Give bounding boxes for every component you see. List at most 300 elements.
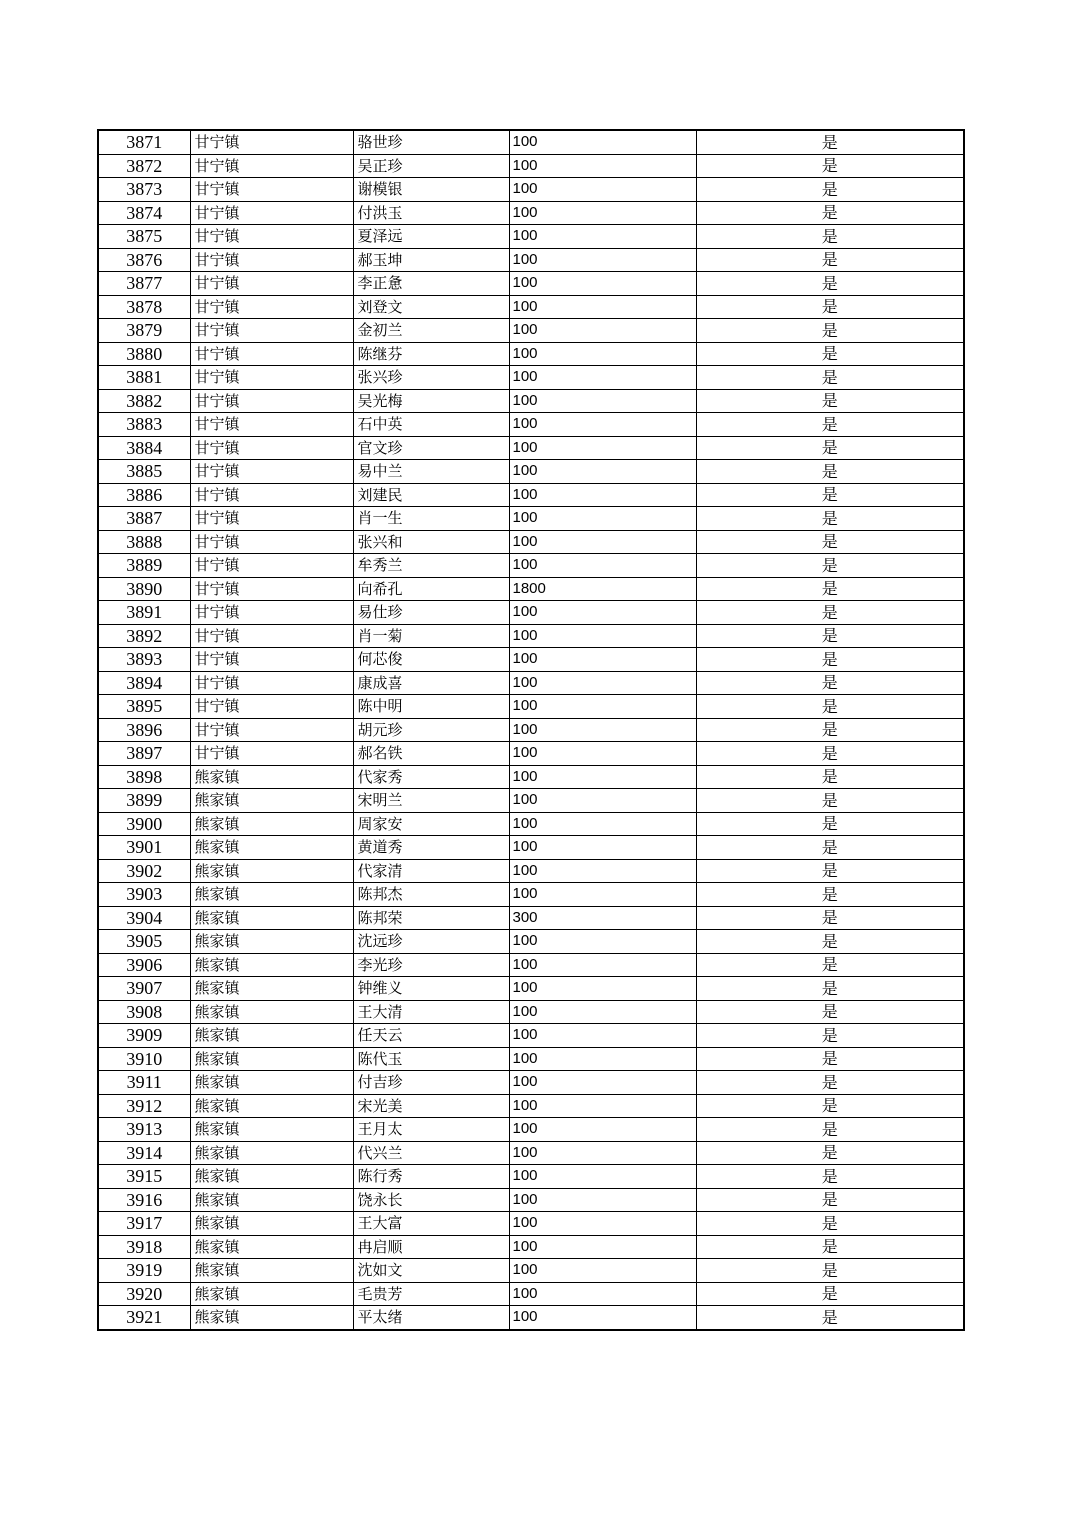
amount-cell: 100 [509, 836, 696, 860]
town-cell: 熊家镇 [190, 1000, 353, 1024]
row-number-cell: 3880 [98, 342, 190, 366]
flag-cell: 是 [696, 436, 964, 460]
amount-cell: 100 [509, 1165, 696, 1189]
flag-cell: 是 [696, 554, 964, 578]
name-cell: 金初兰 [353, 319, 509, 343]
town-cell: 甘宁镇 [190, 366, 353, 390]
table-row [98, 366, 964, 390]
amount-cell: 100 [509, 436, 696, 460]
amount-cell: 100 [509, 671, 696, 695]
town-cell: 甘宁镇 [190, 295, 353, 319]
flag-cell: 是 [696, 225, 964, 249]
flag-cell: 是 [696, 930, 964, 954]
amount-cell: 100 [509, 977, 696, 1001]
flag-cell: 是 [696, 812, 964, 836]
amount-cell: 100 [509, 154, 696, 178]
data-table [97, 129, 965, 1331]
flag-cell: 是 [696, 789, 964, 813]
amount-cell: 100 [509, 201, 696, 225]
amount-cell: 100 [509, 859, 696, 883]
table-row [98, 695, 964, 719]
table-row [98, 953, 964, 977]
table-row [98, 460, 964, 484]
table-row [98, 1165, 964, 1189]
flag-cell: 是 [696, 718, 964, 742]
table-row [98, 272, 964, 296]
amount-cell: 100 [509, 1259, 696, 1283]
table-row [98, 319, 964, 343]
table-row [98, 130, 964, 154]
amount-cell: 100 [509, 342, 696, 366]
amount-cell: 100 [509, 1212, 696, 1236]
name-cell: 毛贵芳 [353, 1282, 509, 1306]
town-cell: 甘宁镇 [190, 483, 353, 507]
flag-cell: 是 [696, 483, 964, 507]
town-cell: 甘宁镇 [190, 460, 353, 484]
town-cell: 熊家镇 [190, 906, 353, 930]
name-cell: 饶永长 [353, 1188, 509, 1212]
amount-cell: 100 [509, 319, 696, 343]
amount-cell: 100 [509, 930, 696, 954]
table-row [98, 225, 964, 249]
flag-cell: 是 [696, 389, 964, 413]
name-cell: 刘建民 [353, 483, 509, 507]
table-row [98, 436, 964, 460]
flag-cell: 是 [696, 342, 964, 366]
town-cell: 甘宁镇 [190, 272, 353, 296]
flag-cell: 是 [696, 201, 964, 225]
flag-cell: 是 [696, 178, 964, 202]
town-cell: 甘宁镇 [190, 248, 353, 272]
name-cell: 王月太 [353, 1118, 509, 1142]
amount-cell: 100 [509, 225, 696, 249]
amount-cell: 100 [509, 812, 696, 836]
flag-cell: 是 [696, 272, 964, 296]
town-cell: 熊家镇 [190, 1094, 353, 1118]
name-cell: 冉启顺 [353, 1235, 509, 1259]
flag-cell: 是 [696, 248, 964, 272]
name-cell: 谢模银 [353, 178, 509, 202]
amount-cell: 100 [509, 1094, 696, 1118]
flag-cell: 是 [696, 460, 964, 484]
name-cell: 宋光美 [353, 1094, 509, 1118]
table-row [98, 930, 964, 954]
row-number-cell: 3920 [98, 1282, 190, 1306]
row-number-cell: 3875 [98, 225, 190, 249]
row-number-cell: 3883 [98, 413, 190, 437]
town-cell: 甘宁镇 [190, 413, 353, 437]
amount-cell: 100 [509, 413, 696, 437]
name-cell: 张兴珍 [353, 366, 509, 390]
table-row [98, 624, 964, 648]
row-number-cell: 3909 [98, 1024, 190, 1048]
name-cell: 陈中明 [353, 695, 509, 719]
row-number-cell: 3886 [98, 483, 190, 507]
town-cell: 熊家镇 [190, 1235, 353, 1259]
name-cell: 向希孔 [353, 577, 509, 601]
amount-cell: 100 [509, 366, 696, 390]
table-row [98, 906, 964, 930]
row-number-cell: 3898 [98, 765, 190, 789]
amount-cell: 100 [509, 483, 696, 507]
name-cell: 平太绪 [353, 1306, 509, 1330]
row-number-cell: 3891 [98, 601, 190, 625]
table-row [98, 1212, 964, 1236]
amount-cell: 100 [509, 1282, 696, 1306]
name-cell: 陈代玉 [353, 1047, 509, 1071]
town-cell: 甘宁镇 [190, 671, 353, 695]
amount-cell: 100 [509, 507, 696, 531]
name-cell: 黄道秀 [353, 836, 509, 860]
name-cell: 石中英 [353, 413, 509, 437]
flag-cell: 是 [696, 977, 964, 1001]
flag-cell: 是 [696, 295, 964, 319]
row-number-cell: 3900 [98, 812, 190, 836]
table-row [98, 554, 964, 578]
flag-cell: 是 [696, 648, 964, 672]
town-cell: 甘宁镇 [190, 319, 353, 343]
name-cell: 易中兰 [353, 460, 509, 484]
flag-cell: 是 [696, 765, 964, 789]
table-row [98, 977, 964, 1001]
town-cell: 熊家镇 [190, 1047, 353, 1071]
town-cell: 熊家镇 [190, 953, 353, 977]
amount-cell: 100 [509, 789, 696, 813]
row-number-cell: 3917 [98, 1212, 190, 1236]
table-row [98, 248, 964, 272]
town-cell: 甘宁镇 [190, 389, 353, 413]
town-cell: 甘宁镇 [190, 342, 353, 366]
amount-cell: 100 [509, 695, 696, 719]
name-cell: 康成喜 [353, 671, 509, 695]
flag-cell: 是 [696, 1165, 964, 1189]
row-number-cell: 3904 [98, 906, 190, 930]
row-number-cell: 3881 [98, 366, 190, 390]
amount-cell: 100 [509, 130, 696, 154]
row-number-cell: 3890 [98, 577, 190, 601]
table-body [98, 130, 964, 1330]
row-number-cell: 3919 [98, 1259, 190, 1283]
table-row [98, 530, 964, 554]
table-row [98, 295, 964, 319]
town-cell: 甘宁镇 [190, 554, 353, 578]
row-number-cell: 3877 [98, 272, 190, 296]
flag-cell: 是 [696, 601, 964, 625]
town-cell: 熊家镇 [190, 812, 353, 836]
table-row [98, 154, 964, 178]
flag-cell: 是 [696, 1212, 964, 1236]
town-cell: 甘宁镇 [190, 530, 353, 554]
amount-cell: 100 [509, 248, 696, 272]
row-number-cell: 3873 [98, 178, 190, 202]
flag-cell: 是 [696, 859, 964, 883]
row-number-cell: 3905 [98, 930, 190, 954]
table-row [98, 883, 964, 907]
amount-cell: 100 [509, 1000, 696, 1024]
town-cell: 甘宁镇 [190, 742, 353, 766]
town-cell: 熊家镇 [190, 930, 353, 954]
flag-cell: 是 [696, 953, 964, 977]
name-cell: 牟秀兰 [353, 554, 509, 578]
row-number-cell: 3889 [98, 554, 190, 578]
amount-cell: 100 [509, 460, 696, 484]
flag-cell: 是 [696, 1071, 964, 1095]
amount-cell: 100 [509, 648, 696, 672]
row-number-cell: 3882 [98, 389, 190, 413]
table-row [98, 507, 964, 531]
table-row [98, 789, 964, 813]
flag-cell: 是 [696, 671, 964, 695]
flag-cell: 是 [696, 1141, 964, 1165]
name-cell: 任天云 [353, 1024, 509, 1048]
name-cell: 钟维义 [353, 977, 509, 1001]
row-number-cell: 3895 [98, 695, 190, 719]
name-cell: 宋明兰 [353, 789, 509, 813]
name-cell: 易仕珍 [353, 601, 509, 625]
town-cell: 甘宁镇 [190, 601, 353, 625]
table-row [98, 859, 964, 883]
flag-cell: 是 [696, 1259, 964, 1283]
table-row [98, 1024, 964, 1048]
town-cell: 熊家镇 [190, 836, 353, 860]
row-number-cell: 3907 [98, 977, 190, 1001]
table-row [98, 1094, 964, 1118]
name-cell: 代家清 [353, 859, 509, 883]
name-cell: 骆世珍 [353, 130, 509, 154]
row-number-cell: 3884 [98, 436, 190, 460]
town-cell: 甘宁镇 [190, 178, 353, 202]
amount-cell: 100 [509, 601, 696, 625]
row-number-cell: 3915 [98, 1165, 190, 1189]
row-number-cell: 3918 [98, 1235, 190, 1259]
name-cell: 吴正珍 [353, 154, 509, 178]
table-row [98, 483, 964, 507]
town-cell: 甘宁镇 [190, 225, 353, 249]
name-cell: 肖一菊 [353, 624, 509, 648]
amount-cell: 100 [509, 953, 696, 977]
name-cell: 代兴兰 [353, 1141, 509, 1165]
flag-cell: 是 [696, 1094, 964, 1118]
name-cell: 代家秀 [353, 765, 509, 789]
name-cell: 陈邦荣 [353, 906, 509, 930]
name-cell: 王大富 [353, 1212, 509, 1236]
flag-cell: 是 [696, 906, 964, 930]
amount-cell: 300 [509, 906, 696, 930]
row-number-cell: 3874 [98, 201, 190, 225]
table-row [98, 812, 964, 836]
name-cell: 刘登文 [353, 295, 509, 319]
amount-cell: 100 [509, 718, 696, 742]
town-cell: 熊家镇 [190, 789, 353, 813]
table-row [98, 577, 964, 601]
town-cell: 熊家镇 [190, 1165, 353, 1189]
row-number-cell: 3892 [98, 624, 190, 648]
town-cell: 熊家镇 [190, 1306, 353, 1330]
flag-cell: 是 [696, 1118, 964, 1142]
row-number-cell: 3872 [98, 154, 190, 178]
flag-cell: 是 [696, 366, 964, 390]
flag-cell: 是 [696, 742, 964, 766]
row-number-cell: 3876 [98, 248, 190, 272]
table-row [98, 836, 964, 860]
flag-cell: 是 [696, 1024, 964, 1048]
town-cell: 熊家镇 [190, 1024, 353, 1048]
town-cell: 熊家镇 [190, 883, 353, 907]
table-row [98, 1188, 964, 1212]
amount-cell: 100 [509, 272, 696, 296]
name-cell: 吴光梅 [353, 389, 509, 413]
table-row [98, 601, 964, 625]
name-cell: 陈行秀 [353, 1165, 509, 1189]
table-row [98, 1282, 964, 1306]
table-row [98, 201, 964, 225]
name-cell: 郝名铁 [353, 742, 509, 766]
amount-cell: 1800 [509, 577, 696, 601]
flag-cell: 是 [696, 1047, 964, 1071]
table-row [98, 765, 964, 789]
flag-cell: 是 [696, 1235, 964, 1259]
row-number-cell: 3887 [98, 507, 190, 531]
row-number-cell: 3879 [98, 319, 190, 343]
flag-cell: 是 [696, 695, 964, 719]
amount-cell: 100 [509, 1071, 696, 1095]
row-number-cell: 3901 [98, 836, 190, 860]
table-row [98, 1235, 964, 1259]
table-row [98, 742, 964, 766]
name-cell: 付洪玉 [353, 201, 509, 225]
flag-cell: 是 [696, 319, 964, 343]
amount-cell: 100 [509, 765, 696, 789]
row-number-cell: 3871 [98, 130, 190, 154]
row-number-cell: 3921 [98, 1306, 190, 1330]
town-cell: 熊家镇 [190, 1212, 353, 1236]
amount-cell: 100 [509, 1024, 696, 1048]
name-cell: 胡元珍 [353, 718, 509, 742]
amount-cell: 100 [509, 1188, 696, 1212]
name-cell: 李光珍 [353, 953, 509, 977]
amount-cell: 100 [509, 883, 696, 907]
town-cell: 熊家镇 [190, 859, 353, 883]
table-row [98, 648, 964, 672]
row-number-cell: 3916 [98, 1188, 190, 1212]
flag-cell: 是 [696, 624, 964, 648]
town-cell: 甘宁镇 [190, 201, 353, 225]
row-number-cell: 3910 [98, 1047, 190, 1071]
amount-cell: 100 [509, 1235, 696, 1259]
amount-cell: 100 [509, 742, 696, 766]
row-number-cell: 3888 [98, 530, 190, 554]
flag-cell: 是 [696, 530, 964, 554]
table-row [98, 342, 964, 366]
amount-cell: 100 [509, 389, 696, 413]
row-number-cell: 3897 [98, 742, 190, 766]
town-cell: 甘宁镇 [190, 154, 353, 178]
town-cell: 熊家镇 [190, 1118, 353, 1142]
name-cell: 王大清 [353, 1000, 509, 1024]
town-cell: 熊家镇 [190, 1188, 353, 1212]
amount-cell: 100 [509, 178, 696, 202]
table-row [98, 1306, 964, 1330]
town-cell: 甘宁镇 [190, 436, 353, 460]
name-cell: 郝玉坤 [353, 248, 509, 272]
row-number-cell: 3912 [98, 1094, 190, 1118]
name-cell: 夏泽远 [353, 225, 509, 249]
row-number-cell: 3902 [98, 859, 190, 883]
town-cell: 甘宁镇 [190, 507, 353, 531]
amount-cell: 100 [509, 554, 696, 578]
name-cell: 沈远珍 [353, 930, 509, 954]
flag-cell: 是 [696, 413, 964, 437]
row-number-cell: 3914 [98, 1141, 190, 1165]
name-cell: 付吉珍 [353, 1071, 509, 1095]
town-cell: 熊家镇 [190, 765, 353, 789]
row-number-cell: 3894 [98, 671, 190, 695]
table-row [98, 1000, 964, 1024]
town-cell: 熊家镇 [190, 977, 353, 1001]
town-cell: 甘宁镇 [190, 624, 353, 648]
name-cell: 何芯俊 [353, 648, 509, 672]
row-number-cell: 3885 [98, 460, 190, 484]
town-cell: 熊家镇 [190, 1259, 353, 1283]
flag-cell: 是 [696, 1000, 964, 1024]
flag-cell: 是 [696, 507, 964, 531]
table-row [98, 718, 964, 742]
flag-cell: 是 [696, 836, 964, 860]
row-number-cell: 3908 [98, 1000, 190, 1024]
table-row [98, 1118, 964, 1142]
name-cell: 沈如文 [353, 1259, 509, 1283]
town-cell: 甘宁镇 [190, 648, 353, 672]
name-cell: 陈邦杰 [353, 883, 509, 907]
table-row [98, 1047, 964, 1071]
table-row [98, 178, 964, 202]
row-number-cell: 3913 [98, 1118, 190, 1142]
town-cell: 甘宁镇 [190, 577, 353, 601]
amount-cell: 100 [509, 1141, 696, 1165]
flag-cell: 是 [696, 1306, 964, 1330]
row-number-cell: 3878 [98, 295, 190, 319]
name-cell: 周家安 [353, 812, 509, 836]
table-row [98, 1141, 964, 1165]
row-number-cell: 3906 [98, 953, 190, 977]
amount-cell: 100 [509, 530, 696, 554]
flag-cell: 是 [696, 1188, 964, 1212]
town-cell: 熊家镇 [190, 1141, 353, 1165]
amount-cell: 100 [509, 1306, 696, 1330]
name-cell: 陈继芬 [353, 342, 509, 366]
town-cell: 熊家镇 [190, 1071, 353, 1095]
table-row [98, 671, 964, 695]
flag-cell: 是 [696, 577, 964, 601]
row-number-cell: 3899 [98, 789, 190, 813]
town-cell: 熊家镇 [190, 1282, 353, 1306]
table-row [98, 389, 964, 413]
name-cell: 官文珍 [353, 436, 509, 460]
flag-cell: 是 [696, 154, 964, 178]
row-number-cell: 3893 [98, 648, 190, 672]
table-row [98, 1259, 964, 1283]
name-cell: 张兴和 [353, 530, 509, 554]
amount-cell: 100 [509, 295, 696, 319]
flag-cell: 是 [696, 883, 964, 907]
town-cell: 甘宁镇 [190, 130, 353, 154]
town-cell: 甘宁镇 [190, 695, 353, 719]
amount-cell: 100 [509, 1047, 696, 1071]
flag-cell: 是 [696, 130, 964, 154]
name-cell: 李正惫 [353, 272, 509, 296]
row-number-cell: 3896 [98, 718, 190, 742]
table-row [98, 1071, 964, 1095]
